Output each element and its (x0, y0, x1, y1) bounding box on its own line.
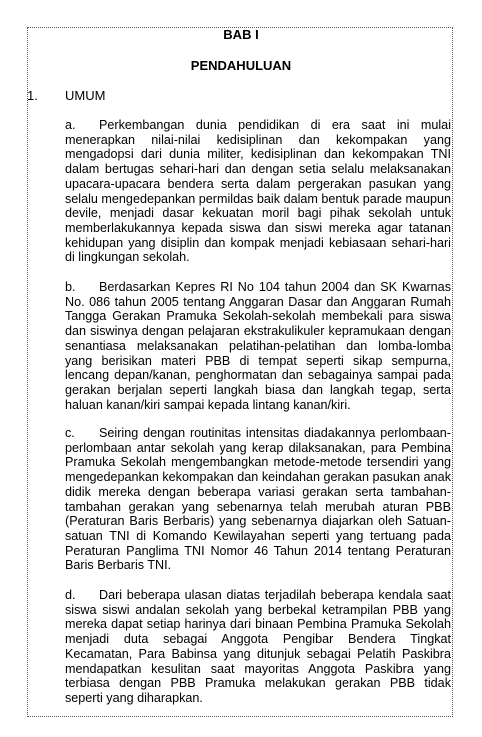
paragraph-b (65, 280, 451, 412)
paragraph-d (65, 588, 451, 706)
paragraph-marker: a. (65, 118, 76, 132)
section-number: 1. (27, 88, 38, 103)
paragraph-text: Perkembangan dunia pendidikan di era saat ini mulai menerapkan nilai-nilai kedisiplinan dan kekompakan yang mengadopsi dari dunia militer, kedisiplinan dan kekompakan TNI dalam bertugas sehari-hari dan dengan setia selalu melaksanakan upacara-upacara bendera serta dalam pergerakan pasukan yang selalu mengedepankan permildas baik dalam bentuk parade maupun devile, menjadi dasar kekuatan moril bagi pihak sekolah untuk memberlakukannya kepada siswa dan siswi mereka agar tatanan kehidupan yang disiplin dan kompak menjadi kebiasaan sehari-hari di lingkungan sekolah. (65, 118, 451, 265)
page-title: PENDAHULUAN (190, 58, 292, 73)
paragraph-marker: b. (65, 280, 76, 294)
paragraph-text: Seiring dengan routinitas intensitas diadakannya perlombaan-perlombaan antar sekolah yang kerap dilaksanakan, para Pembina Pramuka Sekolah mengembangkan metode-metode tersendiri yang mengedepankan kekompakan dan keindahan gerakan pasukan anak didik mereka dengan beberapa variasi gerakan serta tambahan-tambahan gerakan yang sebenarnya telah merubah aturan PBB (Peraturan Baris Berbaris) yang sebenarnya diajarkan oleh Satuan-satuan TNI di Komando Kewilayahan seperti yang tertuang pada Peraturan Panglima TNI Nomor 46 Tahun 2014 tentang Peraturan Baris Berbaris TNI. (65, 426, 451, 573)
paragraph-marker: d. (65, 588, 76, 602)
section-title: UMUM (65, 88, 106, 103)
paragraph-a (65, 118, 451, 265)
paragraph-text: Dari beberapa ulasan diatas terjadilah beberapa kendala saat siswa siswi andalan sekolah yang berbekal ketrampilan PBB yang mereka dapat setiap harinya dari binaan Pembina Pramuka Sekolah menjadi duta sebagai Anggota Pengibar Bendera Tingkat Kecamatan, Para Babinsa yang ditunjuk sebagai Pelatih Paskibra mendapatkan kesulitan saat mayoritas Anggota Paskibra yang terbiasa dengan PBB Pramuka melakukan gerakan PBB tidak seperti yang diharapkan. (65, 588, 451, 705)
paragraph-c (65, 426, 451, 573)
paragraph-marker: c. (65, 426, 75, 440)
paragraph-text: Berdasarkan Kepres RI No 104 tahun 2004 dan SK Kwarnas No. 086 tahun 2005 tentang Anggaran Dasar dan Anggaran Rumah Tangga Gerakan Pramuka Sekolah-sekolah membekali para siswa dan siswinya dengan pelajaran ekstrakulikuler kepramukaan dengan senantiasa melaksanakan pelatihan-pelatihan dan lomba-lomba yang berisikan materi PBB di tempat seperti sikap sempurna, lencang depan/kanan, penghormatan dan sebagainya sampai pada gerakan berjalan seperti langkah biasa dan langkah tegap, serta haluan kanan/kiri sampai kepada lintang kanan/kiri. (65, 280, 451, 412)
chapter-heading: BAB I (223, 27, 259, 42)
